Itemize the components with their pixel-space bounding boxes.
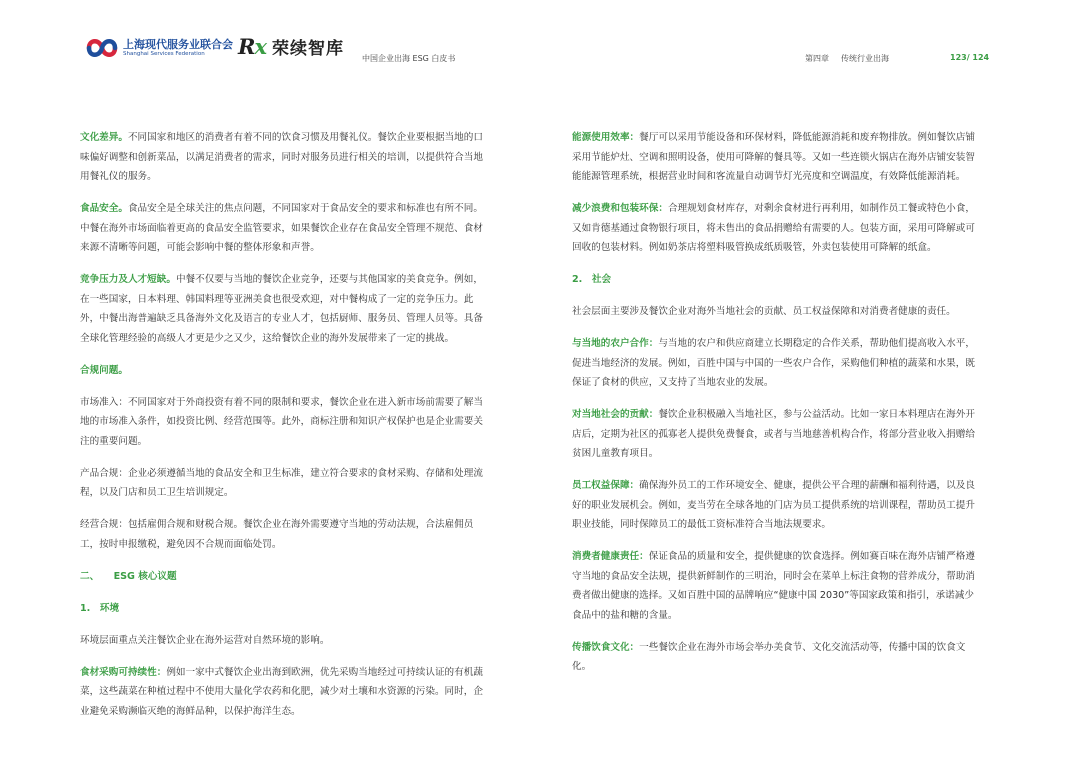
page-number: 123/ 124 xyxy=(950,53,990,62)
paragraph-lead: 食材采购可持续性： xyxy=(80,666,167,678)
paragraph-text: 环境层面重点关注餐饮企业在海外运营对自然环境的影响。 xyxy=(80,634,330,646)
paragraph xyxy=(572,199,978,258)
paragraph-text: 一些餐饮企业在海外市场会举办美食节、文化交流活动等，传播中国的饮食文化。 xyxy=(572,641,966,672)
federation-name-en: Shanghai Services Federation xyxy=(123,50,205,57)
paragraph xyxy=(572,334,978,393)
paragraph-lead: 与当地的农户合作： xyxy=(572,338,659,349)
chapter-label xyxy=(805,53,889,64)
brand-name: 荣续智库 xyxy=(271,39,344,59)
paragraph xyxy=(572,638,978,677)
paragraph xyxy=(80,270,486,348)
paragraph-lead: 消费者健康责任： xyxy=(572,551,649,562)
paragraph xyxy=(572,405,978,464)
section-heading: 2. 社会 xyxy=(572,274,612,285)
paragraph-lead: 员工权益保障： xyxy=(572,480,640,491)
paragraph xyxy=(80,199,486,258)
paragraph-lead: 能源使用效率： xyxy=(572,132,640,143)
paragraph-text: 不同国家和地区的消费者有着不同的饮食习惯及用餐礼仪。餐饮企业要根据当地的口味偏好调整和创新菜品，以满足消费者的需求，同时对服务员进行相关的培训，以提供符合当地用餐礼仪的服务。 xyxy=(80,132,483,182)
chapter-number: 第四章 xyxy=(805,54,829,63)
paragraph-text: 合理规划食材库存，对剩余食材进行再利用，如制作员工餐或特色小食，又如肯德基通过食物银行项目，将未售出的食品捐赠给有需要的人。包装方面，采用可降解或可回收的包装材料。例如奶茶店将塑料吸管换成纸质吸管，外卖包装使用可降解的纸盒。 xyxy=(572,203,975,253)
paragraph-lead: 传播饮食文化： xyxy=(572,641,640,653)
section-heading: 合规问题。 xyxy=(80,364,128,376)
paragraph-lead: 对当地社会的贡献： xyxy=(572,409,659,420)
paragraph-lead: 文化差异。 xyxy=(80,132,128,143)
chapter-title: 传统行业出海 xyxy=(841,54,889,63)
paragraph xyxy=(572,128,978,187)
paragraph-text: 经营合规：包括雇佣合规和财税合规。餐饮企业在海外需要遵守当地的劳动法规，合法雇佣员工，按时申报缴税，避免因不合规而面临处罚。 xyxy=(80,519,474,550)
paragraph-lead: 减少浪费和包装环保： xyxy=(572,203,668,214)
brand-logo xyxy=(238,34,344,59)
federation-name-cn: 上海现代服务业联合会 xyxy=(123,37,233,51)
paragraph xyxy=(80,393,486,452)
paragraph-lead: 竞争压力及人才短缺。 xyxy=(80,274,176,285)
page-header xyxy=(0,0,1080,80)
brand-mark: Rx xyxy=(238,34,266,59)
section-heading: 1. 环境 xyxy=(80,602,120,614)
section-heading: 二、 ESG 核心议题 xyxy=(80,570,177,582)
paragraph xyxy=(80,464,486,503)
paragraph-text: 产品合规：企业必须遵循当地的食品安全和卫生标准，建立符合要求的食材采购、存储和处理流程，以及门店和员工卫生培训规定。 xyxy=(80,467,483,498)
paragraph-text: 食品安全是全球关注的焦点问题，不同国家对于食品安全的要求和标准也有所不同。中餐在海外市场面临着更高的食品安全监管要求，如果餐饮企业存在食品安全管理不规范、食材来源不清晰等问题，可能会影响中餐的整体形象和声誉。 xyxy=(80,203,483,253)
paragraph-text: 保证食品的质量和安全，提供健康的饮食选择。例如赛百味在海外店铺严格遵守当地的食品安全法规，提供新鲜制作的三明治，同时会在菜单上标注食物的营养成分，帮助消费者做出健康的选择。又如百胜中国的品牌响应“健康中国 2030”等国家政策和指引，承诺减少食品中的盐和糖的含量。 xyxy=(572,551,975,621)
paragraph xyxy=(80,631,486,651)
paragraph xyxy=(572,476,978,535)
paragraph xyxy=(80,515,486,554)
right-column xyxy=(572,128,978,689)
paragraph xyxy=(80,128,486,187)
paragraph-lead: 食品安全。 xyxy=(80,203,128,214)
paragraph xyxy=(572,547,978,625)
federation-logo-icon xyxy=(86,36,118,60)
paragraph-text: 例如一家中式餐饮企业出海到欧洲，优先采购当地经过可持续认证的有机蔬菜，这些蔬菜在种植过程中不使用大量化学农药和化肥，减少对土壤和水资源的污染。同时，企业避免采购濒临灭绝的海鲜品种，以保护海洋生态。 xyxy=(80,666,483,717)
paragraph-text: 确保海外员工的工作环境安全、健康，提供公平合理的薪酬和福利待遇，以及良好的职业发展机会。例如，麦当劳在全球各地的门店为员工提供系统的培训课程，帮助员工提升职业技能，同时保障员工的最低工资标准符合当地法规要求。 xyxy=(572,480,975,530)
left-column xyxy=(80,128,486,734)
paragraph-text: 餐饮企业积极融入当地社区，参与公益活动。比如一家日本料理店在海外开店后，定期为社区的孤寡老人提供免费餐食，或者与当地慈善机构合作，将部分营业收入捐赠给贫困儿童教育项目。 xyxy=(572,409,975,459)
paragraph-text: 中餐不仅要与当地的餐饮企业竞争，还要与其他国家的美食竞争。例如，在一些国家，日本料理、韩国料理等亚洲美食也很受欢迎，对中餐构成了一定的竞争压力。此外，中餐出海普遍缺乏具备海外文化及语言的专业人才，包括厨师、服务员、管理人员等。具备全球化管理经验的高级人才更是少之又少，这给餐饮企业的海外发展带来了一定的挑战。 xyxy=(80,274,483,344)
paragraph-text: 市场准入：不同国家对于外商投资有着不同的限制和要求，餐饮企业在进入新市场前需要了解当地的市场准入条件，如投资比例、经营范围等。此外，商标注册和知识产权保护也是企业需要关注的重要问题。 xyxy=(80,396,483,447)
paragraph xyxy=(80,663,486,722)
paragraph xyxy=(572,302,978,322)
paragraph-text: 与当地的农户和供应商建立长期稳定的合作关系，帮助他们提高收入水平，促进当地经济的发展。例如，百胜中国与中国的一些农户合作，采购他们种植的蔬菜和水果，既保证了食材的供应，又支持了当地农业的发展。 xyxy=(572,338,975,388)
paragraph-text: 社会层面主要涉及餐饮企业对海外当地社会的贡献、员工权益保障和对消费者健康的责任。 xyxy=(572,306,956,317)
federation-logo xyxy=(86,36,233,60)
paragraph-text: 餐厅可以采用节能设备和环保材料，降低能源消耗和废弃物排放。例如餐饮店铺采用节能炉灶、空调和照明设备，使用可降解的餐具等。又如一些连锁火锅店在海外店铺安装智能能源管理系统，根据营业时间和客流量自动调节灯光亮度和空调温度，有效降低能源消耗。 xyxy=(572,132,975,182)
document-title: 中国企业出海 ESG 白皮书 xyxy=(362,54,456,63)
